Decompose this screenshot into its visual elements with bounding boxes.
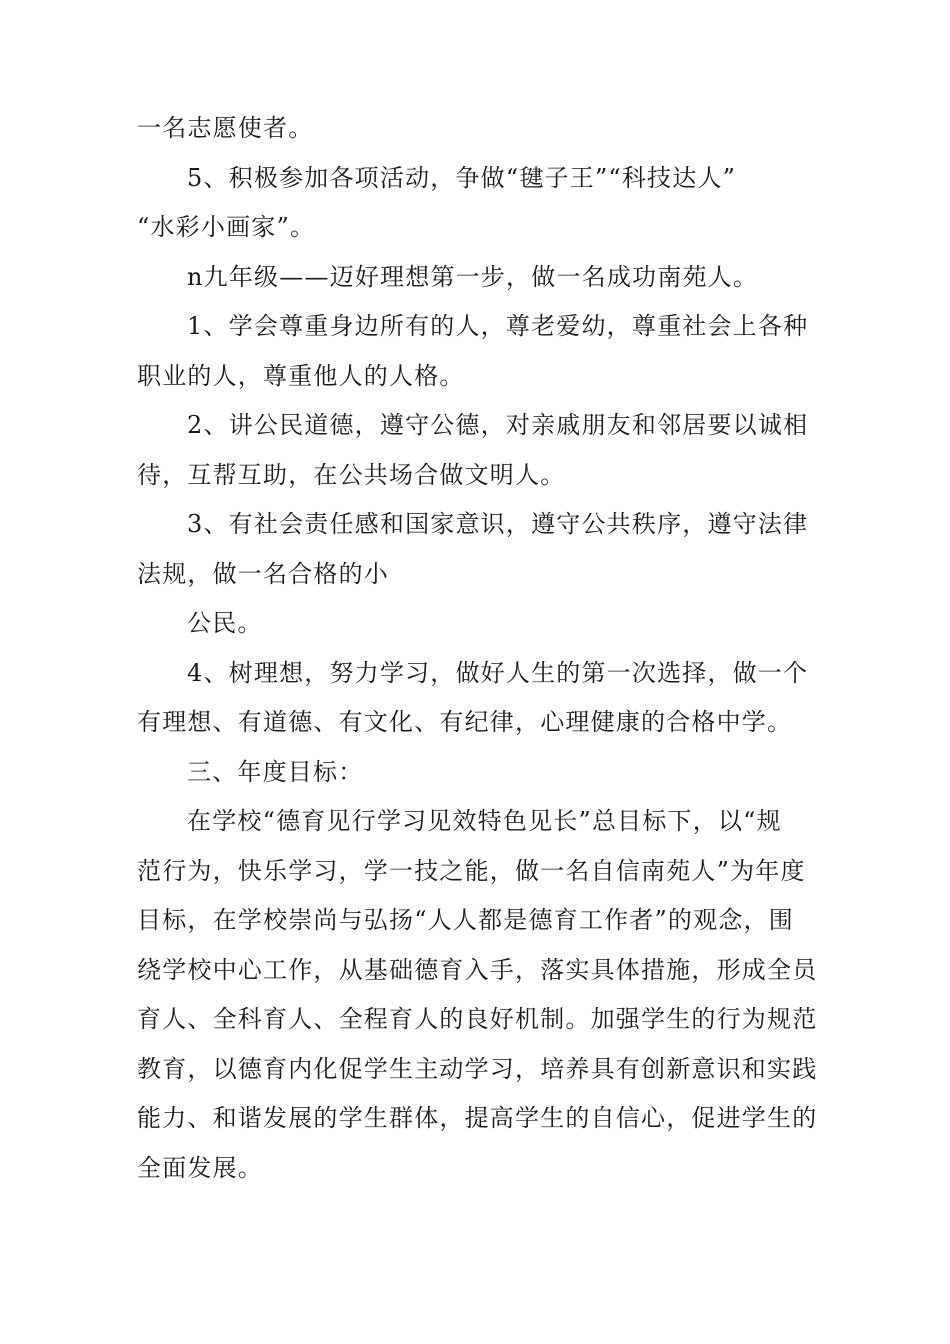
- text-line: 一名志愿使者。: [137, 114, 314, 142]
- text-line: 3、有社会责任感和国家意识，遵守公共秩序，遵守法律: [187, 510, 809, 538]
- text-line: 教育，以德育内化促学生主动学习，培养具有创新意识和实践: [137, 1054, 818, 1083]
- text-line: “水彩小画家”。: [137, 213, 316, 241]
- text-line: 2、讲公民道德，遵守公德，对亲戚朋友和邻居要以诚相: [187, 411, 809, 439]
- text-line: 有理想、有道德、有文化、有纪律，心理健康的合格中学。: [137, 708, 793, 736]
- text-line: n九年级——迈好理想第一步，做一名成功南苑人。: [187, 262, 759, 291]
- text-line: 公民。: [187, 609, 263, 637]
- text-line: 1、学会尊重身边所有的人，尊老爱幼，尊重社会上各种: [187, 312, 809, 340]
- text-line: 5、积极参加各项活动，争做“毽子王”“科技达人”: [187, 163, 737, 192]
- text-line: 目标，在学校崇尚与弘扬“人人都是德育工作者”的观念，围: [137, 906, 794, 934]
- section-heading: 三、年度目标：: [187, 757, 364, 786]
- text-line: 绕学校中心工作，从基础德育入手，落实具体措施，形成全员: [137, 955, 818, 984]
- text-line: 职业的人，尊重他人的人格。: [137, 361, 465, 390]
- text-line: 在学校“德育见行学习见效特色见长”总目标下，以“规: [187, 807, 782, 835]
- text-line: 4、树理想，努力学习，做好人生的第一次选择，做一个: [187, 658, 809, 687]
- text-line: 范行为，快乐学习，学一技之能，做一名自信南苑人”为年度: [137, 856, 806, 885]
- text-line: 全面发展。: [137, 1153, 263, 1182]
- text-line: 法规，做一名合格的小: [137, 559, 389, 588]
- text-line: 育人、全科育人、全程育人的良好机制。加强学生的行为规范: [137, 1005, 818, 1033]
- document-body: [137, 104, 827, 1193]
- text-line: 待，互帮互助，在公共场合做文明人。: [137, 460, 566, 489]
- text-line: 能力、和谐发展的学生群体，提高学生的自信心，促进学生的: [137, 1104, 818, 1132]
